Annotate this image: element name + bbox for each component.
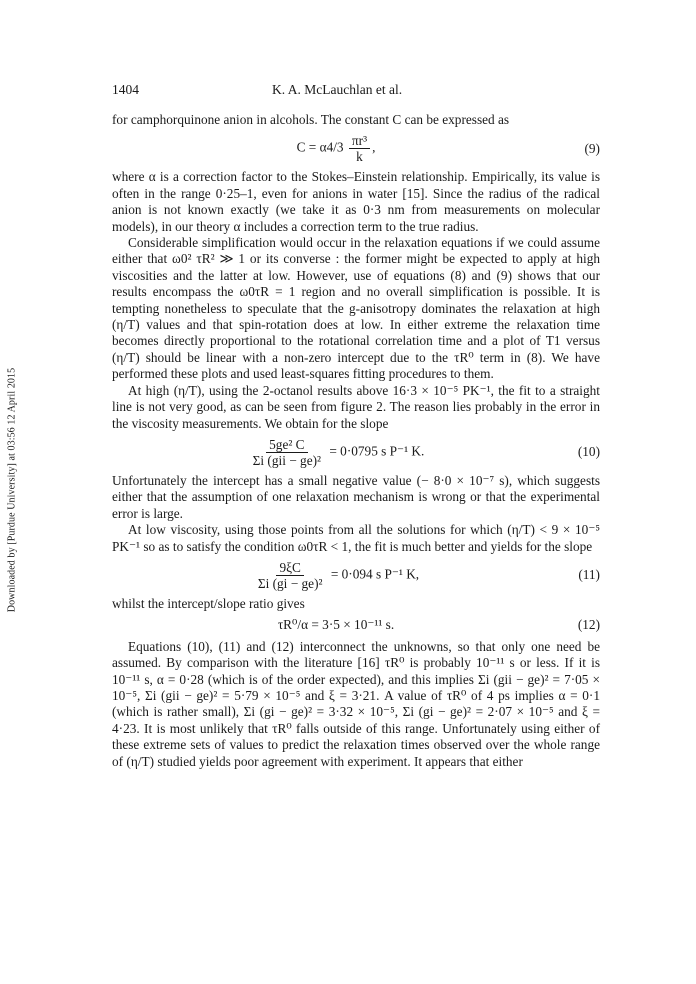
eq9-numerator: πr³ [349, 133, 370, 149]
paragraph-1: for camphorquinone anion in alcohols. The constant C can be expressed as [112, 112, 510, 127]
eq9-denominator: k [356, 149, 363, 165]
eq9-number: (9) [584, 140, 600, 156]
eq10-denominator: Σi (gii − ge)² [252, 452, 322, 468]
eq10-number: (10) [577, 444, 600, 460]
paragraph-7: whilst the intercept/slope ratio gives [112, 595, 305, 611]
running-head: K. A. McLauchlan et al. [272, 82, 403, 97]
paragraph-6: At low viscosity, using those points from all the solutions for which (η/T) < 9 × 10⁻⁵ PK⁻¹ so as to satisfy the condition ω0τR < 1, the fit is much better and yields for the slope [112, 522, 600, 554]
equation-10 [112, 437, 600, 468]
equation-9 [112, 133, 600, 164]
paragraph-2: where α is a correction factor to the Stokes–Einstein relationship. Empirically, its value is often in the range 0·25–1, even for anions in water [15]. Since the radius of the radical anion is not known exactly (we take it as 0·3 nm from measurements on molecular models), in our theory α includes a correction term to the true radius. [112, 169, 600, 234]
download-note: Downloaded by [Purdue University] at 03:56 12 April 2015 [6, 367, 18, 613]
eq11-number: (11) [578, 567, 600, 583]
eq10-rhs: = 0·0795 s P⁻¹ K. [329, 443, 425, 459]
eq11-numerator: 9ξC [276, 560, 303, 576]
paragraph-5: Unfortunately the intercept has a small negative value (− 8·0 × 10⁻⁷ s), which suggests either that the assumption of one relaxation mechanism is wrong or that the experimental error is large. [112, 472, 600, 521]
eq11-fraction [255, 560, 326, 591]
eq9-fraction [349, 133, 370, 164]
equation-12 [112, 617, 600, 633]
eq12-number: (12) [577, 617, 600, 633]
eq11-denominator: Σi (gi − ge)² [257, 575, 323, 591]
page-number: 1404 [112, 82, 139, 97]
eq10-numerator: 5ge² C [266, 437, 307, 453]
paragraph-8: Equations (10), (11) and (12) interconnect the unknowns, so that only one need be assumed. By comparison with the literature [16] τR⁰ is probably 10⁻¹¹ s or less. If it is 10⁻¹¹ s, α = 0·28 (which is of the order expected), and this implies Σi (gii − ge)² = 7·05 × 10⁻⁵, Σi (gii − ge)² = 5·79 × 10⁻⁵ and ξ = 3·21. A value of τR⁰ of 4 ps implies α = 0·1 (which is rather small), Σi (gi − ge)² = 3·32 × 10⁻⁵, Σi (gi − ge)² = 2·07 × 10⁻⁵ and ξ = 4·23. It is most unlikely that τR⁰ falls outside of this range. Unfortunately using either of these extreme sets of values to predict the relaxation times observed over the whole range of (η/T) studied yields poor agreement with experiment. It appears that either [112, 638, 600, 769]
eq10-fraction [250, 437, 324, 468]
page-header [112, 82, 600, 102]
eq9-tail: , [372, 139, 376, 155]
page-body [112, 82, 600, 770]
equation-11 [112, 560, 600, 591]
paragraph-3: Considerable simplification would occur in the relaxation equations if we could assume either that ω0² τR² ≫ 1 or its converse : the former might be expected to apply at high viscosities and the latter at low. However, use of equations (8) and (9) shows that our results encompass the ω0τR = 1 region and no overall simplification is possible. It is tempting nonetheless to speculate that the g-anisotropy dominates the relaxation at high (η/T) values and that spin-rotation does at low. In either extreme the relaxation time becomes directly proportional to the rotational correlation time and a plot of T1 versus (η/T) should be linear with a non-zero intercept due to the τR⁰ term in (8). We have performed these plots and used least-squares fitting procedures to them. [112, 235, 600, 382]
eq12-body: τR⁰/α = 3·5 × 10⁻¹¹ s. [277, 617, 395, 633]
eq9-lhs: C = α4/3 [296, 139, 344, 155]
eq11-rhs: = 0·094 s P⁻¹ K, [330, 566, 420, 582]
paragraph-4: At high (η/T), using the 2-octanol results above 16·3 × 10⁻⁵ PK⁻¹, the fit to a straight line is not very good, as can be seen from figure 2. The reason lies probably in the error in the viscosity measurements. We obtain for the slope [112, 382, 600, 431]
download-watermark [4, 300, 20, 680]
